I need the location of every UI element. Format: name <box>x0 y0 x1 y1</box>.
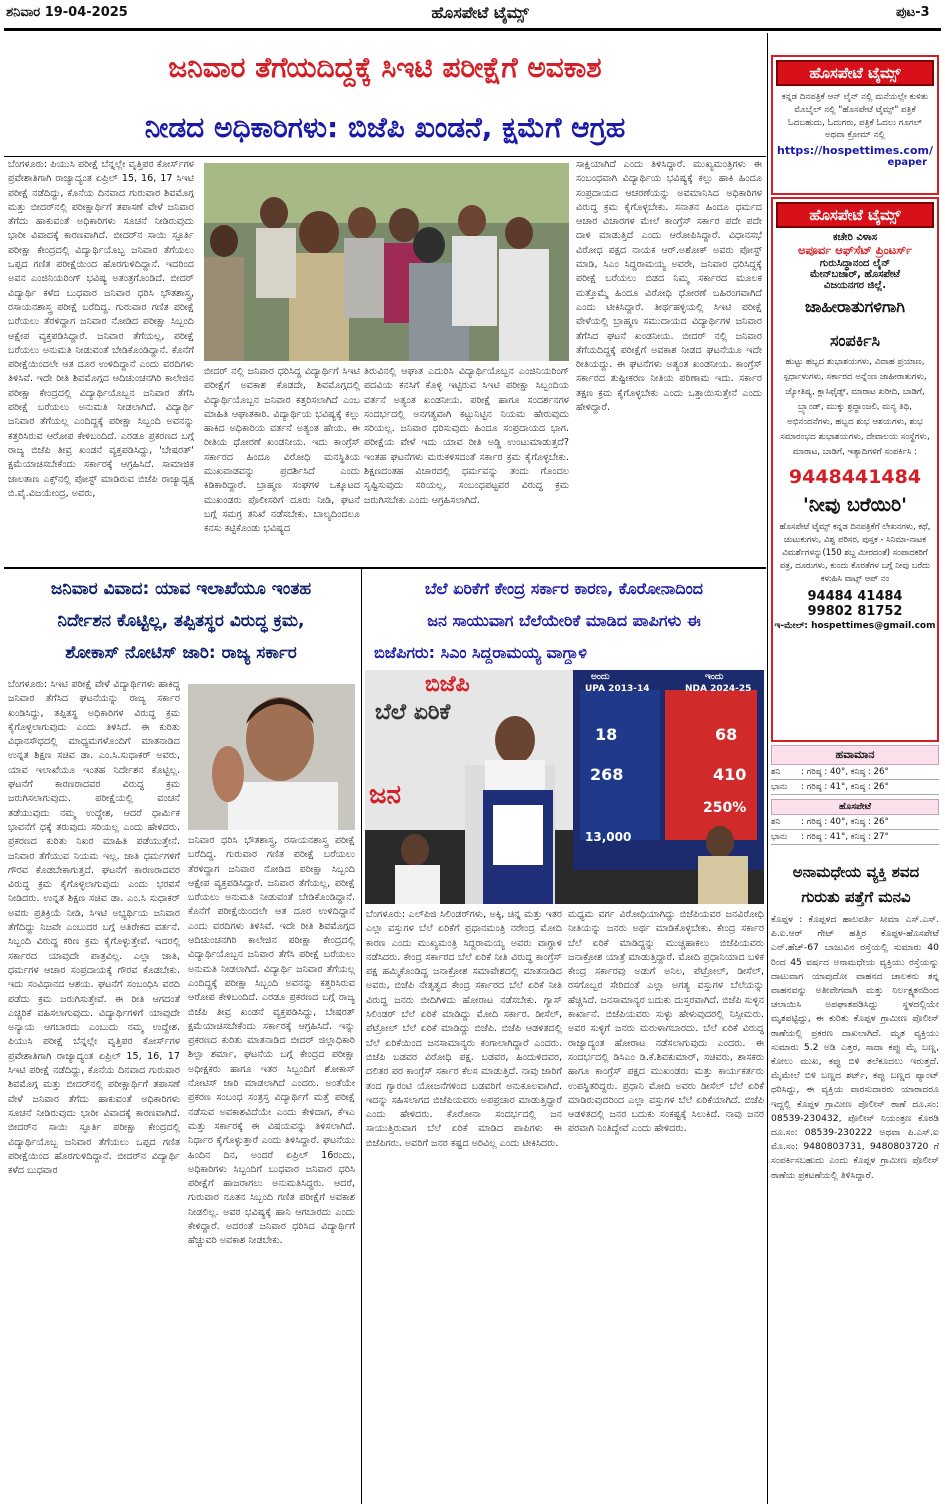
rally-banner-text-3: ಜನ <box>369 780 401 810</box>
lead-headline-1: ಜನಿವಾರ ತೆಗೆಯದಿದ್ದಕ್ಕೆ ಸಿಇಟಿ ಪರೀಕ್ಷೆಗೆ ಅವಕಾಶ <box>168 51 602 84</box>
lead-column-4: ಸಾಕ್ಷಿಯಾಗಿದೆ ಎಂದು ತಿಳಿಸಿದ್ದಾರೆ. ಮುಖ್ಯಮಂತ್ರಿಗಳು ಈ ಸಂಬಂಧವಾಗಿ ವಿದ್ಯಾರ್ಥಿಯ ಭವಿಷ್ಯಕ್ಕೆ ಕಲ್ಲು ಹಾಕಿ ಹಿಂದೂ ಸಂಪ್ರದಾಯದ ಆಚರಣೆಯನ್ನು ಅವಮಾನಿಸಿದ ಅಧಿಕಾರಿಗಳ ವಿರುದ್ಧ ಕ್ರಮ ಕೈಗೊಳ್ಳಬೇಕು. ಸನಾತನ ಹಿಂದೂ ಧರ್ಮದ ಆಚಾರ ವಿಚಾರಗಳ ಮೇಲೆ ಕಾಂಗ್ರೆಸ್ ಸರ್ಕಾರ ಪದೇ ಪದೇ ದಾಳಿ ಮಾಡುತ್ತಿದೆ ಎಂದು ಆರೋಪಿಸಿದ್ದಾರೆ. ವಿಧಾನಸಭೆ ವಿರೋಧ ಪಕ್ಷದ ನಾಯಕ ಆರ್.ಅಶೋಕ್ ಅವರು ಪೋಸ್ಟ್ ಮಾಡಿ, ಸಿಎಂ ಸಿದ್ದರಾಮಯ್ಯ ಅವರೇ, ಜನಿವಾರ ಧರಿಸಿದ್ದಕ್ಕೆ ಪರೀಕ್ಷೆ ಬರೆಯಲು ಬಿಡದ ನಿಮ್ಮ ಸರ್ಕಾರದ ಮೂಲಕ ಮತ್ತೊಮ್ಮೆ ಹಿಂದೂ ವಿರೋಧಿ ಧೋರಣೆ ಬಹಿರಂಗವಾಗಿದೆ ಎಂದು ಟೀಕಿಸಿದ್ದಾರೆ. ತೀರ್ಥಹಳ್ಳಿಯಲ್ಲಿ ಸಿಇಟಿ ಪರೀಕ್ಷೆ ವೇಳೆಯಲ್ಲಿ ಬ್ರಾಹ್ಮಣ ಸಮುದಾಯದ ವಿದ್ಯಾರ್ಥಿಗಳ ಜನಿವಾರ ತೆಗೆಸಿದ ಘಟನೆ ಖಂಡನೀಯ. ಬೀದರ್ ನಲ್ಲಿ ಜನಿವಾರ ತೆಗೆಯದಿದ್ದಕ್ಕೆ ಪರೀಕ್ಷೆಗೆ ಅವಕಾಶ ನೀಡದ ಘಟನೆಯೂ ಇದೇ ರೀತಿಯದ್ದು. ಈ ಘಟನೆಗಳು ಅತ್ಯಂತ ಖಂಡನೀಯ. ಕಾಂಗ್ರೆಸ್ ಸರ್ಕಾರದ ತುಷ್ಟೀಕರಣ ನೀತಿಯ ಪರಿಣಾಮ ಇದು. ಸರ್ಕಾರ ತಕ್ಷಣ ಕ್ರಮ ಕೈಗೊಳ್ಳಬೇಕು ಎಂದು ಒತ್ತಾಯಿಸುತ್ತೇನೆ ಎಂದು ಹೇಳಿದ್ದಾರೆ. <box>576 159 762 414</box>
weather-row-2 <box>771 780 939 795</box>
story3-column-2: ಮಧ್ಯಮ ವರ್ಗ ವಿರೋಧಿಯಾಗಿದ್ದು ಬಿಜೆಪಿಯವರ ಜನವಿರೋಧಿ ನೀತಿಯನ್ನು ಜನರು ಅರ್ಥ ಮಾಡಿಕೊಳ್ಳಬೇಕು. ಕೇಂದ್ರ ಸರ್ಕಾರ ಬೆಲೆ ಏರಿಕೆ ಮಾಡಿದ್ದನ್ನು ಮುಚ್ಚಿಹಾಕಲು ಬಿಜೆಪಿಯವರು ಜನಾಕ್ರೋಶ ಯಾತ್ರೆ ಮಾಡುತ್ತಿದ್ದಾರೆ. ಮೋದಿ ಪ್ರಧಾನಿಯಾದ ಬಳಿಕ ಕೇಂದ್ರ ಸರ್ಕಾರವು ಅಡುಗೆ ಅನಿಲ, ಪೆಟ್ರೋಲ್, ಡೀಸೆಲ್, ರಸಗೊಬ್ಬರ ಸೇರಿದಂತೆ ಎಲ್ಲಾ ಅಗತ್ಯ ವಸ್ತುಗಳ ಬೆಲೆಯನ್ನು ಹೆಚ್ಚಿಸಿದೆ. ಜನಸಾಮಾನ್ಯರ ಬದುಕು ದುಸ್ತರವಾಗಿದೆ. ಬಿಜೆಪಿ ಸುಳ್ಳಿನ ಕಾರ್ಖಾನೆ. ಬಿಜೆಪಿಯವರು ಸುಳ್ಳು ಹೇಳುವುದರಲ್ಲಿ ನಿಸ್ಸೀಮರು. ಅವರ ಸುಳ್ಳಿಗೆ ಜನರು ಮರುಳಾಗಬಾರದು. ಬೆಲೆ ಏರಿಕೆ ವಿರುದ್ಧ ರಾಜ್ಯಾದ್ಯಂತ ಹೋರಾಟ ನಡೆಸಲಾಗುವುದು ಎಂದರು. ಈ ಸಂದರ್ಭದಲ್ಲಿ ಡಿಸಿಎಂ ಡಿ.ಕೆ.ಶಿವಕುಮಾರ್, ಸಚಿವರು, ಶಾಸಕರು ಹಾಗೂ ಕಾಂಗ್ರೆಸ್ ಪಕ್ಷದ ಮುಖಂಡರು ಮತ್ತು ಕಾರ್ಯಕರ್ತರು ಉಪಸ್ಥಿತರಿದ್ದರು. ಪ್ರಧಾನಿ ಮೋದಿ ಅವರು ಡೀಸೆಲ್ ಬೆಲೆ ಏರಿಕೆ ಮಾಡಿರುವುದರಿಂದ ಎಲ್ಲಾ ವಸ್ತುಗಳ ಬೆಲೆ ಏರಿಕೆಯಾಗಿದೆ. ಬಿಜೆಪಿ ಆಡಳಿತದಲ್ಲಿ ಜನರ ಬದುಕು ಸಂಕಷ್ಟಕ್ಕೆ ಸಿಲುಕಿದೆ. ನಾವು ಜನರ ಪರವಾಗಿ ನಿಂತಿದ್ದೇವೆ ಎಂದು ಹೇಳಿದರು. <box>568 909 764 1135</box>
masthead-rule <box>4 28 941 31</box>
story2-headline-3: ಶೋಕಾಸ್ ನೋಟಿಸ್ ಜಾರಿ: ರಾಜ್ಯ ಸರ್ಕಾರ <box>65 643 297 663</box>
section-rule-1 <box>4 567 766 569</box>
sidebar-ad-2 <box>771 197 939 742</box>
sidebar-ad-2-ad-types: ಹುಟ್ಟು ಹಬ್ಬದ ಶುಭಾಶಯಗಳು, ವಿವಾಹ ಪ್ರಯಾಣ, ಸ್ಪರ್ಧಾಳುಗಳು, ಸರ್ಕಾರದ ಅನ್ನೆಂಣ ಜಾಹೀರಾತುಗಳು, ಜ್ಯೋತಿಷ್ಯ, ಕ್ಲಾಸಿಫೈಡ್ಸ್, ಮಾರಾಟ ಖರೀದಿ, ಬಾಡಿಗೆ, ಬ್ರ್ಯಾಂಡ್, ಮುಕ್ಕು ಶ್ರದ್ಧಾಂಜಲಿ, ಮನ್ಯ ತಿಥಿ, ಅಭಿನಂದನೆಗಳು, ಹಬ್ಬದ ಶುಭ ಆಶಯಗಳು, ಶುಭ ಸಮಾರಂಭದ ಶುಭಾಶಯಗಳು, ದೇವಾಲಯ ಸಂಸ್ಥೆಗಳು, ಮಾರಾಟ, ಬಾಡಿಗೆ, ಇತ್ಯಾದಿಗಳಿಗೆ ಸಂಪರ್ಕಿಸಿ : <box>780 357 930 457</box>
rally-screen-value-6: 13,000 <box>585 830 632 844</box>
story3-headline-1: ಬೆಲೆ ಏರಿಕೆಗೆ ಕೇಂದ್ರ ಸರ್ಕಾರ ಕಾರಣ, ಕೊರೋನಾದಿಂದ <box>424 579 703 598</box>
sidebar-ad-2-address-1: ಗುರುಸಿದ್ಧಾನಂದ ಲೈನ್ <box>819 258 891 269</box>
rally-screen-left-title: ಅಂದು <box>591 672 610 682</box>
weather-value-3: : ಗರಿಷ್ಠ : 40°, ಕನಿಷ್ಠ : 26° <box>801 817 889 827</box>
masthead-page-number: ಪುಟ-3 <box>896 5 930 20</box>
weather-day-1: ಶನಿ <box>771 767 781 777</box>
headline-rule <box>4 156 766 157</box>
weather-value-1: : ಗರಿಷ್ಠ : 40°, ಕನಿಷ್ಠ : 26° <box>801 767 889 777</box>
sidebar-ad-2-whatsapp-2: 99802 81752 <box>807 604 903 619</box>
story2-minister-photo <box>188 684 355 830</box>
sidebar-ad-2-tagline: 'ನೀವು ಬರೆಯಿರಿ' <box>803 494 907 516</box>
story3-headline-3: ಬಿಜೆಪಿಗರು: ಸಿಎಂ ಸಿದ್ದರಾಮಯ್ಯ ವಾಗ್ದಾಳಿ <box>374 643 587 662</box>
sidebar-ad-2-contact-heading: ಸಂಪರ್ಕಿಸಿ <box>829 331 881 350</box>
sidebar-ad-2-whatsapp-1: 94484 41484 <box>807 589 903 604</box>
lead-column-1: ಬೆಂಗಳೂರು: ಪಿಯುಸಿ ಪರೀಕ್ಷೆ ಬೆನ್ನಲ್ಲೇ ವೃತ್ತಿಪರ ಕೋರ್ಸ್‌ಗಳ ಪ್ರವೇಶಾತಿಗಾಗಿ ರಾಜ್ಯಾದ್ಯಂತ ಏಪ್ರಿಲ್ 15, 16, 17 ಸಿಇಟಿ ಪರೀಕ್ಷೆ ನಡೆದಿದ್ದು, ಕೊನೆಯ ದಿನವಾದ ಗುರುವಾರ ಶಿವಮೊಗ್ಗ ಮತ್ತು ಬೀದರ್‌ನಲ್ಲಿ ಪರೀಕ್ಷಾರ್ಥಿಗೆ ತಪಾಸಣೆ ವೇಳೆ ಜನಿವಾರ ತೆಗೆದು ಹಾಕುವಂತೆ ಅಧಿಕಾರಿಗಳು ಸೂಚನೆ ನೀಡಿರುವುದು ಭಾರೀ ವಿವಾದಕ್ಕೆ ಕಾರಣವಾಗಿದೆ. ಬೀದರ್‌ನ ಸಾಯಿ ಸ್ಪೂರ್ತಿ ಪರೀಕ್ಷಾ ಕೇಂದ್ರದಲ್ಲಿ ವಿದ್ಯಾರ್ಥಿಯೊಬ್ಬ ಜನಿವಾರ ತೆಗೆಯಲು ಒಪ್ಪದ ಗಣಿತ ಪರೀಕ್ಷೆಯಿಂದ ಹೊರಗುಳಿದಿದ್ದಾನೆ. ಇದರಿಂದ ಅವನ ಎಂಜಿನಿಯರಿಂಗ್ ಭವಿಷ್ಯ ಅತಂತ್ರಗೊಂಡಿದೆ. ಬೀದರ್ ವಿದ್ಯಾರ್ಥಿ ಕಳೆದ ಬುಧವಾರ ಜನಿವಾರ ಧರಿಸಿ ಭೌತಶಾಸ್ತ್ರ, ರಸಾಯನಶಾಸ್ತ್ರ ಪರೀಕ್ಷೆ ಬರೆದಿದ್ದ. ಗುರುವಾರ ಗಣಿತ ಪರೀಕ್ಷೆ ಬರೆಯಲು ತೆರಳಿದ್ದಾಗ ಜನಿವಾರ ನೋಡಿದ ಪರೀಕ್ಷಾ ಸಿಬ್ಬಂದಿ ಆಕ್ಷೇಪ ವ್ಯಕ್ತಪಡಿಸಿದ್ದಾರೆ. ಜನಿವಾರ ತೆಗೆಯಲ್ಲ, ಪರೀಕ್ಷೆ ಬರೆಯಲು ಅನುಮತಿ ನೀಡುವಂತೆ ಬೇಡಿಕೊಂಡಿದ್ದಾನೆ. ಕೊನೆಗೆ ಪರೀಕ್ಷೆಯಿಂದಲೇ ಆತ ದೂರ ಉಳಿದಿದ್ದಾನೆ ಎಂದು ವರದಿಗಳು ತಿಳಿಸಿವೆ. ಇದೇ ರೀತಿ ಶಿವಮೊಗ್ಗದ ಆದಿಚುಂಚನಗಿರಿ ಕಾಲೇಜಿನ ಪರೀಕ್ಷಾ ಕೇಂದ್ರದಲ್ಲಿ ವಿದ್ಯಾರ್ಥಿಯೊಬ್ಬನ ಜನಿವಾರ ತೆಗೆಸಿ ಪರೀಕ್ಷೆ ಬರೆಯಲು ಅನುಮತಿ ನೀಡಲಾಗಿದೆ. ವಿದ್ಯಾರ್ಥಿ ಜನಿವಾರ ತೆಗೆಯಲ್ಲ ಎಂದಿದ್ದಕ್ಕೆ ಪರೀಕ್ಷಾ ಸಿಬ್ಬಂದಿ ಅವನನ್ನು ಕತ್ತರಿಸಿರುವ ಆರೋಪ ಕೇಳಿಬಂದಿದೆ. ಎರಡೂ ಪ್ರಕರಣದ ಬಗ್ಗೆ ರಾಜ್ಯ ಬಿಜೆಪಿ ತೀವ್ರ ಖಂಡನೆ ವ್ಯಕ್ತಪಡಿಸಿದ್ದು, 'ಬೇಷರತ್' ಕ್ಷಮೆಯಾಚಿಸಬೇಕೆಂದು ಸರ್ಕಾರಕ್ಕೆ ಆಗ್ರಹಿಸಿದೆ. ಸಾಮಾಜಿಕ ಜಾಲತಾಣ ಎಕ್ಸ್‌ನಲ್ಲಿ ಪೋಸ್ಟ್ ಮಾಡಿರುವ ಬಿಜೆಪಿ ರಾಜ್ಯಾಧ್ಯಕ್ಷ ಬಿ.ವೈ.ವಿಜಯೇಂದ್ರ, ಅವರು, <box>8 159 194 499</box>
weather-row-3 <box>771 815 939 830</box>
story2-headline-1: ಜನಿವಾರ ವಿವಾದ: ಯಾವ ಇಲಾಖೆಯೂ ಇಂತಹ <box>50 579 312 599</box>
sidebar-story-text: ಕೊಪ್ಪಳ : ಕೊಪ್ಪಳದ ಹಾಲವರ್ತಿ ಸೀಮಾ ಎಸ್.ಎಸ್. ಪಿ.ಐ.ಆರ್ ಗೇಟ್ ಹತ್ತಿರ ಕೊಪ್ಪಳ-ಹೊಸಪೇಟೆ ಎನ್.ಹೆಚ್-67 ಬಾಜುವಿನ ರಸ್ತೆಯಲ್ಲಿ ಸುಮಾರು 40 ರಿಂದ 45 ವರ್ಷದ ಅನಾಮಧೇಯ ವ್ಯಕ್ತಿಯು ರಸ್ತೆಯನ್ನು ದಾಟುವಾಗ ಯಾವುದೋ ವಾಹನದ ಚಾಲಕನು ತನ್ನ ವಾಹನವನ್ನು ಅತೀವೇಗವಾಗಿ ಮತ್ತು ನಿರ್ಲಕ್ಷ್ಯತನದಿಂದ ಚಲಾಯಿಸಿ ಅಪಘಾತಪಡಿಸಿದ್ದು ಸ್ಥಳದಲ್ಲಿಯೇ ಮೃತಪಟ್ಟಿದ್ದು, ಈ ಕುರಿತು ಕೊಪ್ಪಳ ಗ್ರಾಮೀಣ ಪೊಲೀಸ್ ಠಾಣೆಯಲ್ಲಿ ಪ್ರಕರಣ ದಾಖಲಾಗಿದೆ. ಮೃತ ವ್ಯಕ್ತಿಯು ಸುಮಾರು 5.2 ಅಡಿ ಎತ್ತರ, ಸಾದಾ ಕಪ್ಪು ಮೈ ಬಣ್ಣ, ಕೋಲು ಮುಖ, ಕಪ್ಪು ಬಿಳಿ ತಲೆಕೂದಲು ಇರುತ್ತದೆ. ಮೈಮೇಲೆ ಬಿಳಿ ಬಣ್ಣದ ಶರ್ಟ್, ಕಪ್ಪು ಬಣ್ಣದ ಪ್ಯಾಂಟ್ ಧರಿಸಿದ್ದು, ಈ ವ್ಯಕ್ತಿಯ ವಾರಸುದಾರರು ಯಾರಾದರೂ ಇದ್ದಲ್ಲಿ ಕೊಪ್ಪಳ ಗ್ರಾಮೀಣ ಪೊಲೀಸ್ ಠಾಣೆ ದೂ.ಸಂ: 08539-230432, ಪೊಲೀಸ್ ನಿಯಂತ್ರಣ ಕೊಠಡಿ ದೂ.ಸಂ: 08539-230222 ಅಥವಾ ಪಿ.ಎಸ್.ಐ ಮೊ.ಸಂ: 9480803731, 9480803720 ಗೆ ಸಂಪರ್ಕಿಸಬಹುದು ಎಂದು ಕೊಪ್ಪಳ ಗ್ರಾಮೀಣ ಪೊಲೀಸ್ ಠಾಣೆಯ ಪ್ರಕಟಣೆಯಲ್ಲಿ ತಿಳಿಸಿದ್ದಾರೆ. <box>771 914 939 1181</box>
rally-screen-value-5: 250% <box>703 800 747 816</box>
sidebar-ad-1 <box>771 55 939 195</box>
rally-screen-right-sub: NDA 2024-25 <box>685 684 752 694</box>
sidebar-ad-2-title: ಹೊಸಪೇಟೆ ಟೈಮ್ಸ್ <box>776 202 934 228</box>
masthead-date: ಶನಿವಾರ 19-04-2025 <box>6 5 128 20</box>
lead-column-3: ತಿರುವಿನಲ್ಲಿ ಆಘಾತ ಎದುರಿಸಿ ವಿದ್ಯಾರ್ಥಿಯೊಬ್ಬನ ಎಂಜಿನಿಯರಿಂಗ್ ಪದವಿಯ ಕನಸಿಗೆ ಕೊಳ್ಳಿ ಇಟ್ಟಿರುವ ಸಿಇಟಿ ಪರೀಕ್ಷಾ ಸಿಬ್ಬಂದಿಯ ವರ್ತನೆ ಅತ್ಯಂತ ಖಂಡನೀಯ. ಪರೀಕ್ಷೆ ಹಾಗೂ ಸಂದರ್ಶನಗಳ ಸಂದರ್ಭದಲ್ಲಿ ಅನಗತ್ಯವಾಗಿ ಕಟ್ಟುನಿಟ್ಟಿನ ನಿಯಮ ಹೇರುವುದು ಸರಿಯಲ್ಲ. ಜನಿವಾರ ಧರಿಸುವುದು ಹಿಂದೂ ಸಂಪ್ರದಾಯದ ಭಾಗ. ಪರೀಕ್ಷೆಯ ವೇಳೆ ಇದು ಯಾವ ರೀತಿ ಅಡ್ಡಿ ಉಂಟುಮಾಡುತ್ತದೆ? ಇಂತಹ ಘಟನೆಗಳು ಮರುಕಳಿಸದಂತೆ ಸರ್ಕಾರ ಕ್ರಮ ಕೈಗೊಳ್ಳಬೇಕು. ಶಿಕ್ಷಣದಂತಹ ವಿಚಾರದಲ್ಲಿ ಧರ್ಮವನ್ನು ತಂದು ಗೊಂದಲ ಸೃಷ್ಟಿಸುವುದು ಸರಿಯಲ್ಲ, ಸಂಬಂಧಪಟ್ಟವರ ವಿರುದ್ಧ ಕ್ರಮ ಜರುಗಿಸಬೇಕು ಎಂದು ಆಗ್ರಹಿಸಲಾಗಿದೆ. <box>364 366 569 506</box>
rally-banner-text-2: ಬೆಲೆ ಏರಿಕೆ <box>375 700 451 725</box>
sidebar-ad-2-printer: ಅಪೂರ್ವ ಆಫ್‌ಸೆಟ್ ಪ್ರಿಂಟರ್ಸ್ <box>797 243 913 257</box>
sidebar-ad-2-address-2: ಮೇನ್‌ಬಜಾರ್, ಹೊಸಪೇಟೆ <box>809 269 901 280</box>
story2-photo-svg <box>188 684 355 830</box>
rally-screen-left-sub: UPA 2013-14 <box>585 684 650 694</box>
story3-column-1: ಬೆಂಗಳೂರು: ಎಲ್‌ಪಿಜಿ ಸಿಲಿಂಡರ್‌ಗಳು, ಅಕ್ಕಿ, ಚಿನ್ನ ಮತ್ತು ಇತರ ಎಲ್ಲಾ ವಸ್ತುಗಳ ಬೆಲೆ ಏರಿಕೆಗೆ ಪ್ರಧಾನಮಂತ್ರಿ ನರೇಂದ್ರ ಮೋದಿ ಕಾರಣ ಎಂದು ಮುಖ್ಯಮಂತ್ರಿ ಸಿದ್ದರಾಮಯ್ಯ ಅವರು ವಾಗ್ದಾಳಿ ನಡೆಸಿದರು. ಕೇಂದ್ರ ಸರ್ಕಾರದ ಬೆಲೆ ಏರಿಕೆ ನೀತಿ ವಿರುದ್ಧ ಕಾಂಗ್ರೆಸ್ ಪಕ್ಷ ಹಮ್ಮಿಕೊಂಡಿದ್ದ ಜನಾಕ್ರೋಶ ಸಮಾವೇಶದಲ್ಲಿ ಮಾತನಾಡಿದ ಅವರು, ಬಿಜೆಪಿ ನೇತೃತ್ವದ ಕೇಂದ್ರ ಸರ್ಕಾರದ ಬೆಲೆ ಏರಿಕೆ ನೀತಿ ವಿರುದ್ಧ ಜನರು ಬೀದಿಗಿಳಿದು ಹೋರಾಟ ನಡೆಸಬೇಕು. ಗ್ಯಾಸ್ ಸಿಲಿಂಡರ್ ಬೆಲೆ ಏರಿಕೆ ಮಾಡಿದ್ದು ಮೋದಿ ಸರ್ಕಾರ. ಡೀಸೆಲ್, ಪೆಟ್ರೋಲ್ ಬೆಲೆ ಏರಿಕೆ ಮಾಡಿದ್ದು ಬಿಜೆಪಿ. ಬಿಜೆಪಿ ಆಡಳಿತದಲ್ಲಿ ಬೆಲೆ ಏರಿಕೆಯಿಂದ ಜನಸಾಮಾನ್ಯರು ಕಂಗಾಲಾಗಿದ್ದಾರೆ ಎಂದರು. ಬಿಜೆಪಿ ಬಡವರ ವಿರೋಧಿ ಪಕ್ಷ. ಬಡವರ, ಹಿಂದುಳಿದವರ, ದಲಿತರ ಪರ ಕಾಂಗ್ರೆಸ್ ಸರ್ಕಾರ ಕೆಲಸ ಮಾಡುತ್ತಿದೆ. ನಾವು ಜಾರಿಗೆ ತಂದ ಗ್ಯಾರಂಟಿ ಯೋಜನೆಗಳಿಂದ ಬಡವರಿಗೆ ಅನುಕೂಲವಾಗಿದೆ. ಇದನ್ನು ಸಹಿಸಲಾಗದ ಬಿಜೆಪಿಯವರು ಅಪಪ್ರಚಾರ ಮಾಡುತ್ತಿದ್ದಾರೆ ಎಂದು ಹೇಳಿದರು. ಕೊರೋನಾ ಸಂದರ್ಭದಲ್ಲಿ ಜನ ಸಾಯುತ್ತಿರುವಾಗ ಬೆಲೆ ಏರಿಕೆ ಮಾಡಿದ ಪಾಪಿಗಳು ಈ ಬಿಜೆಪಿಗರು. ಅವರಿಗೆ ಜನರ ಕಷ್ಟದ ಅರಿವಿಲ್ಲ ಎಂದು ಟೀಕಿಸಿದರು. <box>366 909 562 1149</box>
sidebar-ad-2-address-3: ವಿಜಯನಗರ ಜಿಲ್ಲೆ. <box>823 280 887 291</box>
rally-screen-value-1: 18 <box>595 725 618 744</box>
lead-column-2: ಬೀದರ್ ನಲ್ಲಿ ಜನಿವಾರ ಧರಿಸಿದ್ದ ವಿದ್ಯಾರ್ಥಿಗೆ ಸಿಇಟಿ ಪರೀಕ್ಷೆಗೆ ಅವಕಾಶ ಕೊಡದೇ, ಶಿವಮೊಗ್ಗದಲ್ಲಿ ವಿದ್ಯಾರ್ಥಿಯೊಬ್ಬನ ಜನಿವಾರ ಕತ್ತರಿಸಲಾಗಿದೆ ಎಂಬ ಮಾಹಿತಿ ಆಘಾತಕಾರಿ. ವಿದ್ಯಾರ್ಥಿಯ ಭವಿಷ್ಯಕ್ಕೆ ಕಲ್ಲು ಹಾಕಿದ ಅಧಿಕಾರಿಯ ವರ್ತನೆ ಅತ್ಯಂತ ಹೇಯ. ಈ ರೀತಿಯ ಧೋರಣೆ ಖಂಡನೀಯ. ಇದು ಕಾಂಗ್ರೆಸ್ ಸರ್ಕಾರದ ಹಿಂದೂ ವಿರೋಧಿ ಮನಸ್ಥಿತಿಯ ಮುಖವಾಡವನ್ನು ಪ್ರದರ್ಶಿಸಿದೆ ಎಂದು ಕಿಡಿಕಾರಿದ್ದಾರೆ. ಬ್ರಾಹ್ಮಣ ಸಂಘಗಳ ಒಕ್ಕೂಟದ ಮುಖಂಡರು ಪೊಲೀಸರಿಗೆ ದೂರು ನೀಡಿ, ಘಟನೆ ಬಗ್ಗೆ ಸಮಗ್ರ ತನಿಖೆ ನಡೆಸಬೇಕು. ಬಾಲ್ಯದಿಂದಲೂ ಕನಸು ಕಟ್ಟಿಕೊಂಡು ಭವಿಷ್ಯದ <box>204 366 360 535</box>
weather-row-1 <box>771 765 939 780</box>
rally-screen-right-title: ಇಂದು <box>705 672 724 682</box>
sidebar-divider <box>767 33 768 1504</box>
story3-rally-photo <box>365 670 764 904</box>
weather-day-4: ಭಾನು <box>771 832 788 842</box>
story2-headline-2: ನಿರ್ದೇಶನ ಕೊಟ್ಟಿಲ್ಲ, ತಪ್ಪಿತಸ್ಥರ ವಿರುದ್ಧ ಕ್ರಮ, <box>57 611 305 631</box>
sidebar-ad-1-epaper[interactable]: epaper <box>887 157 927 169</box>
sidebar-ad-2-phone: 9448441484 <box>788 466 922 488</box>
sidebar-ad-1-url[interactable]: https://hospettimes.com/ <box>777 144 933 158</box>
lead-headline-2: ನೀಡದ ಅಧಿಕಾರಿಗಳು: ಬಿಜೆಪಿ ಖಂಡನೆ, ಕ್ಷಮೆಗೆ ಆಗ್ರಹ <box>144 111 626 144</box>
story-divider-2-3 <box>361 569 362 1504</box>
story2-right-column: ಜನಿವಾರ ಧರಿಸಿ ಭೌತಶಾಸ್ತ್ರ, ರಸಾಯನಶಾಸ್ತ್ರ ಪರೀಕ್ಷೆ ಬರೆದಿದ್ದ. ಗುರುವಾರ ಗಣಿತ ಪರೀಕ್ಷೆ ಬರೆಯಲು ತೆರಳಿದ್ದಾಗ ಜನಿವಾರ ನೋಡಿದ ಪರೀಕ್ಷಾ ಸಿಬ್ಬಂದಿ ಆಕ್ಷೇಪ ವ್ಯಕ್ತಪಡಿಸಿದ್ದಾರೆ. ಜನಿವಾರ ತೆಗೆಯಲ್ಲ, ಪರೀಕ್ಷೆ ಬರೆಯಲು ಅನುಮತಿ ನೀಡುವಂತೆ ಬೇಡಿಕೊಂಡಿದ್ದಾನೆ. ಕೊನೆಗೆ ಪರೀಕ್ಷೆಯಿಂದಲೇ ಆತ ದೂರ ಉಳಿದಿದ್ದಾನೆ ಎಂದು ವರದಿಗಳು ತಿಳಿಸಿವೆ. ಇದೇ ರೀತಿ ಶಿವಮೊಗ್ಗದ ಆದಿಚುಂಚನಗಿರಿ ಕಾಲೇಜಿನ ಪರೀಕ್ಷಾ ಕೇಂದ್ರದಲ್ಲಿ ವಿದ್ಯಾರ್ಥಿಯೊಬ್ಬನ ಜನಿವಾರ ತೆಗೆಸಿ ಪರೀಕ್ಷೆ ಬರೆಯಲು ಅನುಮತಿ ನೀಡಲಾಗಿದೆ. ವಿದ್ಯಾರ್ಥಿ ಜನಿವಾರ ತೆಗೆಯಲ್ಲ ಎಂದಿದ್ದಕ್ಕೆ ಪರೀಕ್ಷಾ ಸಿಬ್ಬಂದಿ ಅವನನ್ನು ಕತ್ತರಿಸಿರುವ ಆರೋಪ ಕೇಳಿಬಂದಿದೆ. ಎರಡೂ ಪ್ರಕರಣದ ಬಗ್ಗೆ ರಾಜ್ಯ ಬಿಜೆಪಿ ತೀವ್ರ ಖಂಡನೆ ವ್ಯಕ್ತಪಡಿಸಿದ್ದು, ಬೇಷರತ್ ಕ್ಷಮೆಯಾಚಿಸಬೇಕೆಂದು ಸರ್ಕಾರಕ್ಕೆ ಆಗ್ರಹಿಸಿದೆ. ಇನ್ನು ಪ್ರಕರಣದ ಕುರಿತು ಮಾತನಾಡಿದ ಬೀದರ್ ಜಿಲ್ಲಾಧಿಕಾರಿ ಶಿಲ್ಪಾ ಶರ್ಮಾ, ಘಟನೆಯ ಬಗ್ಗೆ ಕೇಂದ್ರದ ಪರೀಕ್ಷಾ ಅಧೀಕ್ಷಕರು ಹಾಗೂ ಇತರ ಸಿಬ್ಬಂದಿಗೆ ಶೋಕಾಸ್ ನೋಟಿಸ್ ಜಾರಿ ಮಾಡಲಾಗಿದೆ ಎಂದರು. ಅಂತೆಯೇ ಪ್ರಕರಣ ಸಂಬಂಧ ಸಂತ್ರಸ್ತ ವಿದ್ಯಾರ್ಥಿಗೆ ಮತ್ತೆ ಪರೀಕ್ಷೆ ನಡೆಸುವ ಅವಕಾಶವಿದೆಯೇ ಎಂದು ಕೇಳಿದಾಗ, ಕೆಇಎ ಮತ್ತು ಸರ್ಕಾರಕ್ಕೆ ಈ ವಿಷಯವನ್ನು ತಿಳಿಸಲಾಗಿದೆ. ನಿರ್ಧಾರ ಕೈಗೊಳ್ಳುತ್ತಾರೆ ಎಂದು ತಿಳಿಸಿದ್ದಾರೆ. ಘಟನೆಯು ಹಿಂದಿನ ದಿನ, ಅಂದರೆ ಏಪ್ರಿಲ್ 16ರಂದು, ಅಧಿಕಾರಿಗಳು ಸಿಬ್ಬಂದಿಗೆ ಬುಧವಾರ ಜನಿವಾರ ಧರಿಸಿ ಪರೀಕ್ಷೆಗೆ ಹಾಜರಾಗಲು ಅನುಮತಿಸಿದ್ದರು. ಆದರೆ, ಗುರುವಾರ ನೂತನ ಸಿಬ್ಬಂದಿ ಗಣಿತ ಪರೀಕ್ಷೆಗೆ ಅವಕಾಶ ನೀಡಲಿಲ್ಲ. ಅವರ ಭವಿಷ್ಯಕ್ಕೆ ಹಾನಿ ಆಗಬಾರದು ಎಂದು ಕೇಳಿದ್ದಾರೆ. ಅದರಂತೆ ಜನಿವಾರ ಧರಿಸಿದ ವಿದ್ಯಾರ್ಥಿಗೆ ಹೆಚ್ಚುವರಿ ಅವಕಾಶ ನೀಡಬೇಕು. <box>188 835 355 1247</box>
weather-day-2: ಭಾನು <box>771 782 788 792</box>
lead-photo-svg <box>204 163 569 361</box>
story2-left-column: ಬೆಂಗಳೂರು: ಸಿಇಟಿ ಪರೀಕ್ಷೆ ವೇಳೆ ವಿದ್ಯಾರ್ಥಿಗಳು ಹಾಕಿದ್ದ ಜನಿವಾರ ತೆಗೆಸಿದ ಘಟನೆಯನ್ನು ರಾಜ್ಯ ಸರ್ಕಾರ ಖಂಡಿಸಿದ್ದು, ತಪ್ಪಿತಸ್ಥ ಅಧಿಕಾರಿಗಳ ವಿರುದ್ಧ ಕ್ರಮ ಕೈಗೊಳ್ಳಲಾಗುವುದು ಎಂದು ತಿಳಿಸಿದೆ. ಈ ಕುರಿತು ವಿಧಾನಸೌಧದಲ್ಲಿ ಮಾಧ್ಯಮಗಳೊಂದಿಗೆ ಮಾತನಾಡಿದ ಉನ್ನತ ಶಿಕ್ಷಣ ಸಚಿವ ಡಾ. ಎಂ.ಸಿ.ಸುಧಾಕರ್ ಅವರು, ಯಾವ ಇಲಾಖೆಯೂ ಇಂತಹ ನಿರ್ದೇಶನ ಕೊಟ್ಟಿಲ್ಲ. ಘಟನೆಗೆ ಕಾರಣರಾದವರ ವಿರುದ್ಧ ಕ್ರಮ ಜರುಗಿಸಲಾಗುವುದು. ಪರೀಕ್ಷೆಯಲ್ಲಿ ವಂಚನೆ ತಡೆಯುವುದು ನಮ್ಮ ಉದ್ದೇಶ, ಆದರೆ ಧಾರ್ಮಿಕ ಭಾವನೆಗೆ ಧಕ್ಕೆ ತರುವುದು ಸರಿಯಲ್ಲ ಎಂದು ಹೇಳಿದರು. ಪ್ರಕರಣದ ಕುರಿತು ನಿಖರ ಮಾಹಿತಿ ಪಡೆಯುತ್ತೇನೆ. ಜನಿವಾರ ತೆಗೆಯುವ ನಿಯಮ ಇಲ್ಲ. ಜಾತಿ ಧರ್ಮಗಳಿಗೆ ಗೌರವ ಕೊಡಬೇಕಾಗುತ್ತದೆ. ಘಟನೆಗೆ ಕಾರಣರಾದವರ ವಿರುದ್ಧ ಕ್ರಮ ಕೈಗೊಳ್ಳಲಾಗುವುದು ಎಂದು ಭರವಸೆ ನೀಡಿದರು. ಉನ್ನತ ಶಿಕ್ಷಣ ಸಚಿವ ಡಾ. ಎಂ.ಸಿ ಸುಧಾಕರ್ ಅವರು ಪ್ರತಿಕ್ರಿಯೆ ನೀಡಿ, ಸಿಇಟಿ ಅಭ್ಯರ್ಥಿಯ ಜನಿವಾರ ತೆಗೆದಿದ್ದು ನಿಜವೇ ಎಂಬುದರ ಬಗ್ಗೆ ಅತಿರೇಕದ ವರ್ತನೆ. ಸಿಬ್ಬಂದಿ ವಿರುದ್ಧ ಕಠಿಣ ಕ್ರಮ ಕೈಗೊಳ್ಳುತ್ತೇವೆ. ಇದರಲ್ಲಿ ಸರ್ಕಾರದ ಯಾವುದೇ ಪಾತ್ರವಿಲ್ಲ. ಎಲ್ಲಾ ಜಾತಿ, ಧರ್ಮಗಳ ಆಚಾರ ಸಂಪ್ರದಾಯಕ್ಕೆ ಗೌರವ ಕೊಡಬೇಕು. ಇದು ಸಂವಿಧಾನದ ಆಶಯ. ಘಟನೆಗೆ ಸಂಬಂಧಿಸಿ ವರದಿ ಪಡೆದು ಕ್ರಮ ಜರುಗಿಸುತ್ತೇವೆ. ಈ ರೀತಿ ಆಗದಂತೆ ಎಚ್ಚರಿಕೆ ವಹಿಸಲಾಗುವುದು. ವಿದ್ಯಾರ್ಥಿಗಳಿಗೆ ಯಾವುದೇ ಅನ್ಯಾಯ ಆಗಬಾರದು ಎಂಬುದು ನಮ್ಮ ಉದ್ದೇಶ. ಪಿಯುಸಿ ಪರೀಕ್ಷೆ ಬೆನ್ನಲ್ಲೇ ವೃತ್ತಿಪರ ಕೋರ್ಸ್‌ಗಳ ಪ್ರವೇಶಾತಿಗಾಗಿ ರಾಜ್ಯಾದ್ಯಂತ ಏಪ್ರಿಲ್ 15, 16, 17 ಸಿಇಟಿ ಪರೀಕ್ಷೆ ನಡೆದಿದ್ದು, ಕೊನೆಯ ದಿನವಾದ ಗುರುವಾರ ಶಿವಮೊಗ್ಗ ಮತ್ತು ಬೀದರ್‌ನಲ್ಲಿ ಪರೀಕ್ಷಾರ್ಥಿಗೆ ತಪಾಸಣೆ ವೇಳೆ ಜನಿವಾರ ತೆಗೆದು ಹಾಕುವಂತೆ ಅಧಿಕಾರಿಗಳು ಸೂಚನೆ ನೀಡಿರುವುದು ಭಾರೀ ವಿವಾದಕ್ಕೆ ಕಾರಣವಾಗಿದೆ. ಬೀದರ್‌ನ ಸಾಯಿ ಸ್ಫೂರ್ತಿ ಪರೀಕ್ಷಾ ಕೇಂದ್ರದಲ್ಲಿ ವಿದ್ಯಾರ್ಥಿಯೊಬ್ಬ ಜನಿವಾರ ತೆಗೆಯಲು ಒಪ್ಪದ ಗಣಿತ ಪರೀಕ್ಷೆಯಿಂದ ಹೊರಗುಳಿದಿದ್ದಾನೆ. ಬೀದರ್‌ನ ವಿದ್ಯಾರ್ಥಿ ಕಳೆದ ಬುಧವಾರ <box>8 679 180 1177</box>
lead-photo-police-student <box>204 163 569 361</box>
sidebar-ad-2-write-text: ಹೊಸಪೇಟೆ ಟೈಮ್ಸ್ ಕನ್ನಡ ದಿನಪತ್ರಿಕೆಗೆ ಲೇಖನಗಳು, ಕಥೆ, ಚುಟುಕುಗಳು, ವಿಶ್ವ ಪರಿಸರ, ಪುಸ್ತಕ - ಸಿನಿಮಾ-ನಾಟಕ ವಿಮರ್ಶೆಗಳನ್ನು(150 ಶಬ್ದ ಮೀರದಂತೆ) ಸಂಪಾದಕರಿಗೆ ಪತ್ರ, ದೂರುಗಳು, ಕುಂದು ಕೊರತೆಗಳ ಬಗ್ಗೆ ನೀವು ಬರೆದು ಕಳುಹಿಸಿ ವಾಟ್ಸ್ ಆಪ್ ನಂ <box>779 521 931 583</box>
weather-title: ಹವಾಮಾನ <box>771 745 939 765</box>
sidebar-ad-2-office: ಕಚೇರಿ ವಿಳಾಸ <box>832 232 878 243</box>
sidebar-story-headline: ಅನಾಮಧೇಯ ವ್ಯಕ್ತಿ ಶವದ ಗುರುತು ಪತ್ತೆಗೆ ಮನವಿ <box>792 863 920 906</box>
sidebar-ad-1-text: ಕನ್ನಡ ದಿನಪತ್ರಿಕೆ ಆನ್ ಲೈನ್ ನಲ್ಲಿ ಮನೆಯಲ್ಲೇ ಕುಳಿತು ಮೊಬೈಲ್ ನಲ್ಲಿ "ಹೊಸಪೇಟೆ ಟೈಮ್ಸ್" ಪತ್ರಿಕೆ ಓದಬಹುದು, ಓದುಗರು, ಪತ್ರಿಕೆ ಓದಲು ಗೂಗಲ್ ಅಥವಾ ಕ್ರೋಮ್ ನಲ್ಲಿ <box>781 92 929 141</box>
rally-banner-text-1: ಬಿಜೆಪಿ <box>425 672 470 697</box>
rally-screen-value-2: 68 <box>715 725 738 744</box>
weather-day-3: ಶನಿ <box>771 817 781 827</box>
sidebar-ad-2-email[interactable]: ಇ-ಮೇಲ್: hospettimes@gmail.com <box>774 621 936 631</box>
sidebar-ad-2-ads-heading: ಜಾಹೀರಾತುಗಳಿಗಾಗಿ <box>804 297 906 316</box>
weather-row-4 <box>771 830 939 845</box>
weather-box <box>771 745 939 858</box>
weather-city: ಹೊಸಪೇಟೆ <box>771 799 939 815</box>
rally-screen-value-3: 268 <box>590 765 624 784</box>
masthead-paper-name: ಹೊಸಪೇಟೆ ಟೈಮ್ಸ್ <box>431 3 529 22</box>
weather-value-2: : ಗರಿಷ್ಠ : 41°, ಕನಿಷ್ಠ : 26° <box>801 782 889 792</box>
sidebar-ad-1-title: ಹೊಸಪೇಟೆ ಟೈಮ್ಸ್ <box>776 60 934 86</box>
masthead <box>0 0 945 44</box>
weather-value-4: : ಗರಿಷ್ಠ : 41°, ಕನಿಷ್ಠ : 27° <box>801 832 889 842</box>
rally-screen-value-4: 410 <box>713 765 747 784</box>
story3-headline-2: ಜನ ಸಾಯುವಾಗ ಬೆಲೆಯೇರಿಕೆ ಮಾಡಿದ ಪಾಪಿಗಳು ಈ <box>427 611 701 630</box>
